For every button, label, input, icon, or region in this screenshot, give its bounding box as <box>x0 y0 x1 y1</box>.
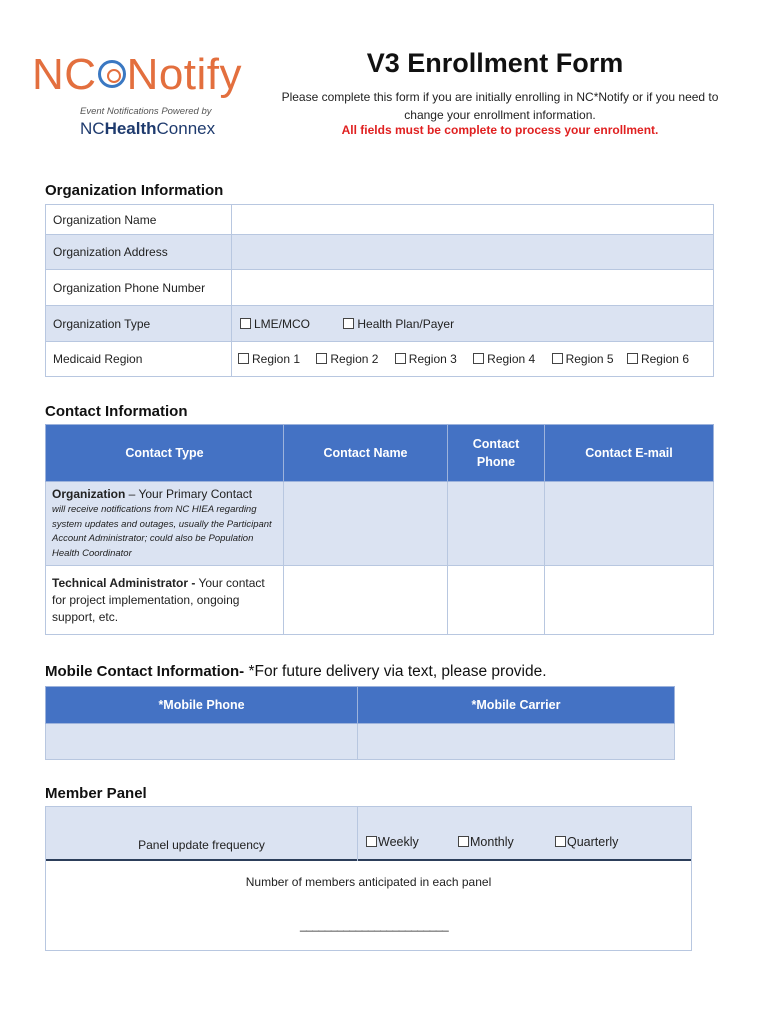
org-phone-label: Organization Phone Number <box>46 270 232 306</box>
checkbox-icon[interactable] <box>238 353 249 364</box>
mobile-section-heading: Mobile Contact Information- *For future delivery via text, please provide. <box>45 663 547 680</box>
warning-text: All fields must be complete to process your enrollment. <box>341 123 659 137</box>
col-contact-phone: Contact Phone <box>448 425 545 482</box>
tech-contact-phone-field[interactable] <box>448 566 545 635</box>
mobile-carrier-field[interactable] <box>358 724 675 760</box>
org-type-option-lme[interactable]: LME/MCO <box>240 317 310 331</box>
mobile-table <box>45 686 675 760</box>
member-panel-box <box>45 806 692 951</box>
checkbox-icon[interactable] <box>366 836 377 847</box>
org-type-option-health-plan[interactable]: Health Plan/Payer <box>343 317 454 331</box>
region-option-3[interactable]: Region 3 <box>395 352 457 366</box>
divider <box>357 807 358 861</box>
panel-frequency-label: Panel update frequency <box>138 838 265 852</box>
checkbox-icon[interactable] <box>552 353 563 364</box>
medicaid-region-options <box>232 342 714 377</box>
page-title: V3 Enrollment Form <box>366 48 624 78</box>
org-contact-type: Organization – Your Primary Contact will receive notifications from NC HIEA regarding system updates and outages, usually the Participant Account Administrator; could also be Population Health Coordinator <box>46 482 284 566</box>
tech-contact-type: Technical Administrator - Your contact for project implementation, ongoing support, etc. <box>46 566 284 635</box>
org-address-label: Organization Address <box>46 235 232 270</box>
region-option-4[interactable]: Region 4 <box>473 352 535 366</box>
checkbox-icon[interactable] <box>627 353 638 364</box>
col-contact-type: Contact Type <box>46 425 284 482</box>
col-mobile-phone: *Mobile Phone <box>46 687 358 724</box>
member-panel-heading: Member Panel <box>45 785 147 802</box>
org-type-label: Organization Type <box>46 306 232 342</box>
table-row <box>46 482 714 566</box>
org-name-label: Organization Name <box>46 205 232 235</box>
members-anticipated-label: Number of members anticipated in each panel <box>245 875 492 889</box>
table-row <box>46 724 675 760</box>
org-address-field[interactable] <box>232 235 714 270</box>
mobile-phone-field[interactable] <box>46 724 358 760</box>
medicaid-region-label: Medicaid Region <box>46 342 232 377</box>
region-option-1[interactable]: Region 1 <box>238 352 300 366</box>
checkbox-icon[interactable] <box>555 836 566 847</box>
logo-wordmark: NC Notify <box>32 50 243 99</box>
org-contact-name-field[interactable] <box>284 482 448 566</box>
org-contact-email-field[interactable] <box>545 482 714 566</box>
org-contact-phone-field[interactable] <box>448 482 545 566</box>
contact-table <box>45 424 714 635</box>
org-table <box>45 204 714 377</box>
freq-option-monthly[interactable]: Monthly <box>458 835 514 849</box>
table-row <box>46 566 714 635</box>
col-mobile-carrier: *Mobile Carrier <box>358 687 675 724</box>
region-option-2[interactable]: Region 2 <box>316 352 378 366</box>
contact-section-heading: Contact Information <box>45 403 188 420</box>
tech-contact-name-field[interactable] <box>284 566 448 635</box>
freq-option-quarterly[interactable]: Quarterly <box>555 835 618 849</box>
freq-option-weekly[interactable]: Weekly <box>366 835 419 849</box>
checkbox-icon[interactable] <box>473 353 484 364</box>
org-type-options <box>232 306 714 342</box>
org-phone-field[interactable] <box>232 270 714 306</box>
globe-icon <box>98 60 126 88</box>
nc-notify-logo <box>32 52 272 147</box>
checkbox-icon[interactable] <box>316 353 327 364</box>
checkbox-icon[interactable] <box>343 318 354 329</box>
org-section-heading: Organization Information <box>45 182 224 199</box>
col-contact-email: Contact E-mail <box>545 425 714 482</box>
region-option-5[interactable]: Region 5 <box>552 352 614 366</box>
tech-contact-email-field[interactable] <box>545 566 714 635</box>
col-contact-name: Contact Name <box>284 425 448 482</box>
logo-partner: NCHealthConnex <box>80 119 216 138</box>
members-anticipated-field[interactable]: ________________________ <box>300 918 449 932</box>
panel-frequency-row <box>46 807 691 861</box>
logo-tagline: Event Notifications Powered by <box>80 106 212 117</box>
region-option-6[interactable]: Region 6 <box>627 352 689 366</box>
org-name-field[interactable] <box>232 205 714 235</box>
checkbox-icon[interactable] <box>395 353 406 364</box>
checkbox-icon[interactable] <box>458 836 469 847</box>
intro-text: Please complete this form if you are initially enrolling in NC*Notify or if you need to change your enrollment information. <box>281 90 719 122</box>
checkbox-icon[interactable] <box>240 318 251 329</box>
